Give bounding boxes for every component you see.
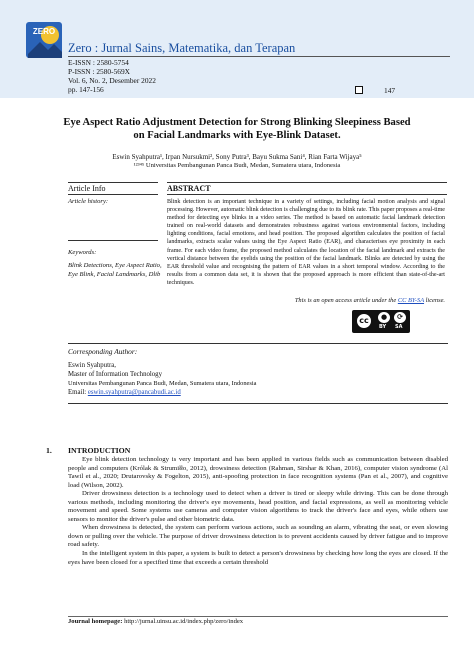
pissn: P-ISSN : 2580-569X	[68, 67, 131, 76]
by-person-icon: ●	[378, 312, 390, 323]
keywords-label: Keywords:	[68, 249, 97, 256]
open-access-prefix: This is an open access article under the	[294, 297, 397, 304]
header-divider	[68, 56, 450, 57]
info-top-rule	[68, 182, 158, 183]
corresponding-position: Master of Information Technology	[68, 371, 162, 378]
cc-by-label: BY	[379, 324, 387, 330]
keywords-list	[68, 262, 162, 279]
paper-title	[30, 116, 444, 142]
affiliation: ¹²³⁴⁵ Universitas Pembangunan Panca Budi, Medan, Sumatera utara, Indonesia	[133, 162, 341, 169]
title-line-1: Eye Aspect Ratio Adjustment Detection for Strong Blinking Sleepiness Based	[63, 117, 411, 128]
svg-text:ZERO: ZERO	[32, 27, 56, 36]
article-info-heading: Article Info	[68, 184, 106, 193]
abstract-top-rule	[167, 182, 447, 183]
page-range: pp. 147-156	[68, 85, 104, 94]
introduction-heading: INTRODUCTION	[68, 446, 131, 455]
email-link[interactable]: eswin.syahputra@pancabudi.ac.id	[87, 389, 181, 396]
info-sub-rule	[68, 194, 158, 195]
keywords-line-2: Eye Blink, Facial Landmarks, Dlib	[68, 270, 161, 278]
corresponding-bottom-rule	[68, 403, 448, 404]
journal-title: Zero : Jurnal Sains, Matematika, dan Terapan	[68, 41, 296, 55]
cc-icon: cc	[355, 312, 373, 330]
open-access-suffix: license.	[425, 297, 445, 304]
journal-homepage	[68, 618, 243, 625]
cc-by-sa-badge[interactable]	[352, 310, 410, 333]
abstract-text: Blink detection is an important technique in a variety of settings, including facial motion analysis and signal processing. However, automatic blink detection is challenging due to its blink rate. This paper proposes a real-time method for detecting eye blinks in a video series. The method is based on automatic facial landmark detection trained on real-world datasets and demonstrates robustness against various environmental factors, including lighting conditions, facial emotions, and head position. The proposed algorithm calculates the position of facial landmarks, extracts scalar values using the Eye Aspect Ratio (EAR), and characterises eye proximity in each frame. For each video frame, the proposed method calculates the location of the facial landmark and extracts the vertical distance between the eyelids using the position of the facial landmark. Blinks are detected by using the EAR threshold value and recognising the pattern of EAR values in a short temporal window. According to the results from a common data set, it is shown that the proposed approach is more efficient than state-of-the-art techniques.	[167, 199, 445, 286]
cc-sa-label: SA	[395, 324, 403, 330]
introduction-body	[68, 456, 448, 567]
homepage-url[interactable]: http://jurnal.uinsu.ac.id/index.php/zero/index	[124, 618, 244, 625]
footer-rule	[68, 616, 448, 617]
sa-share-icon: ⟳	[394, 312, 406, 323]
volume-info: Vol. 6, No. 2, Desember 2022	[68, 76, 156, 85]
abstract-bottom-rule	[68, 343, 448, 344]
journal-logo	[24, 20, 64, 60]
open-access-note	[167, 297, 445, 304]
intro-paragraph-1: Eye blink detection technology is very important and has been applied in various fields such as communication between disabled people and computers (Królak & Strumiłło, 2012), drowsiness detection (Rahman, Sirshar & Khan, 2016), computer vision syndrome (Al Tawil et al., 2020; Drutarovsky & Fogelton, 2015), anti-spoofing protection in face recognition systems (Pan et al., 2007), and cognitive load (Wilson, 2002).	[68, 456, 448, 489]
homepage-label: Journal homepage:	[68, 618, 123, 625]
corresponding-email-line	[68, 389, 181, 398]
intro-paragraph-4: In the intelligent system in this paper, a system is built to detect a person's drowsiness by checking how long the eyes are closed. If the eyes have been closed for a specified time that exceeds a certain threshold	[68, 550, 448, 566]
section-number: 1.	[46, 446, 52, 455]
page-number: 147	[384, 86, 396, 95]
page-box-icon	[355, 86, 363, 94]
history-rule	[68, 240, 158, 241]
corresponding-name: Eswin Syahputra,	[68, 362, 116, 369]
license-link[interactable]: CC BY-SA	[397, 297, 425, 304]
email-label: Email:	[68, 389, 87, 396]
article-history-label: Article history:	[68, 198, 109, 205]
author-list: Eswin Syahputra¹, Irpan Nursukmi², Sony Putra³, Bayu Sukma Sani⁴, Rian Farta Wijaya⁵	[112, 153, 362, 161]
corresponding-institution: Universitas Pembangunan Panca Budi, Medan, Sumatera utara, Indonesia	[68, 380, 257, 387]
keywords-line-1: Blink Detections, Eye Aspect Ratio,	[68, 262, 162, 269]
title-line-2: on Facial Landmarks with Eye-Blink Dataset.	[133, 130, 341, 141]
abstract-sub-rule	[167, 194, 447, 195]
intro-paragraph-2: Driver drowsiness detection is a technology used to detect when a driver is tired or sleepy while driving. This can be done through various methods, including monitoring the driver's eye movements, head position, and facial expressions, as well as monitoring vehicle movement and speed. Some systems use cameras and computer vision algorithms to track the driver's face and eyes, while others use sensors to monitor the driver's pulse and other biometric data.	[68, 490, 448, 523]
abstract-heading: ABSTRACT	[167, 184, 211, 193]
corresponding-heading: Corresponding Author:	[68, 347, 138, 356]
intro-paragraph-3: When drowsiness is detected, the system can perform various actions, such as sounding an alarm, vibrating the seat, or even slowing down or pulling over the vehicle. The purpose of driver drowsiness detection is to prevent accidents caused by driver fatigue and to improve road safety.	[68, 524, 448, 549]
eissn: E-ISSN : 2580-5754	[68, 58, 129, 67]
journal-header	[0, 0, 474, 98]
